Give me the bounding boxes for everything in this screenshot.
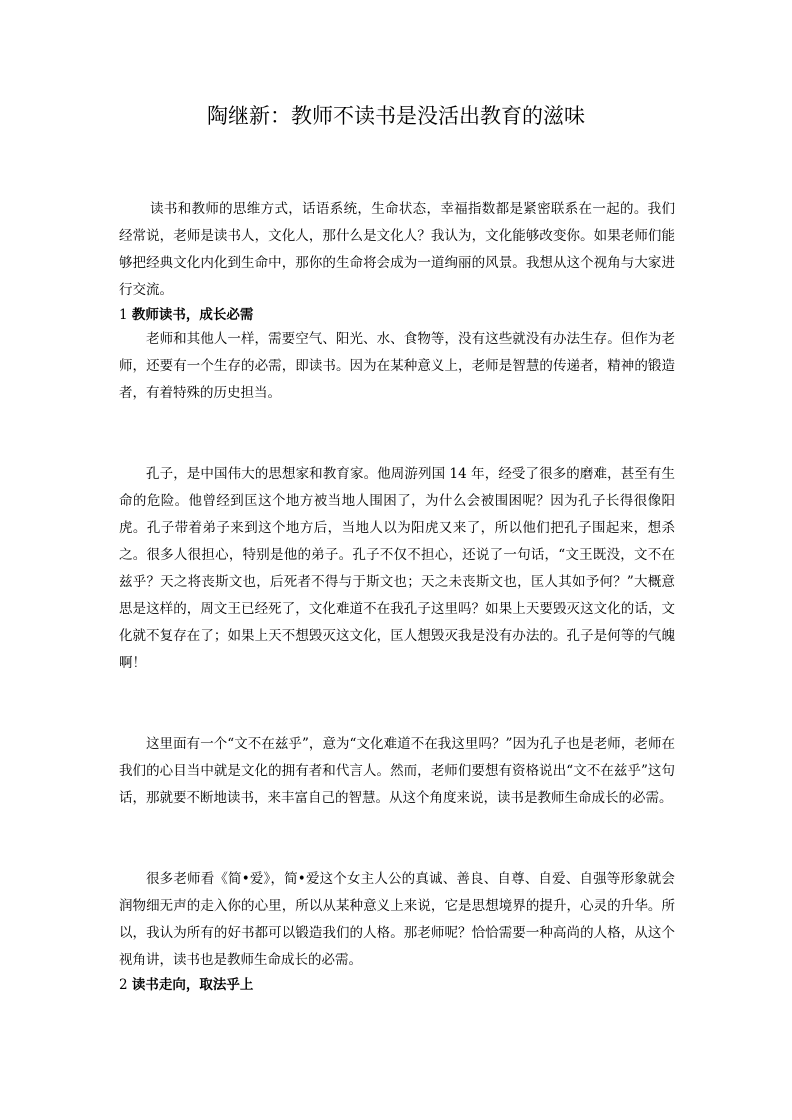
paragraph-spacer xyxy=(119,677,675,731)
paragraph-spacer xyxy=(119,812,675,866)
section-number: 1 xyxy=(119,307,128,323)
body-paragraph: 很多老师看《简•爱》，简•爱这个女主人公的真诚、善良、自尊、自爱、自强等形象就会润物细无声的走入你的心里，所以从某种意义上来说，它是思想境界的提升，心灵的升华。所以，我认为所有的好书都可以锻造我们的人格。那老师呢？恰恰需要一种高尚的人格，从这个视角讲，读书也是教师生命成长的必需。 xyxy=(119,871,675,968)
section-heading-1 xyxy=(119,304,675,326)
paragraph-spacer xyxy=(119,407,675,461)
body-paragraph: 老师和其他人一样，需要空气、阳光、水、食物等，没有这些就没有办法生存。但作为老师，还要有一个生存的必需，即读书。因为在某种意义上，老师是智慧的传递者，精神的锻造者，有着特殊的历史担当。 xyxy=(119,331,675,401)
body-paragraph: 孔子，是中国伟大的思想家和教育家。他周游列国 14 年，经受了很多的磨难，甚至有生命的危险。他曾经到匡这个地方被当地人围困了，为什么会被围困呢？因为孔子长得很像阳虎。孔子带着弟子来到这个地方后，当地人以为阳虎又来了，所以他们把孔子围起来，想杀之。很多人很担心，特别是他的弟子。孔子不仅不担心，还说了一句话，“文王既没，文不在兹乎？天之将丧斯文也，后死者不得与于斯文也；天之未丧斯文也，匡人其如予何？”大概意思是这样的，周文王已经死了，文化难道不在我孔子这里吗？如果上天要毁灭这文化的话，文化就不复存在了；如果上天不想毁灭这文化，匡人想毁灭我是没有办法的。孔子是何等的气魄啊！ xyxy=(119,466,675,671)
section-heading-2 xyxy=(119,974,675,996)
document-title: 陶继新：教师不读书是没活出教育的滋味 xyxy=(207,104,585,128)
section-number: 2 xyxy=(119,977,128,993)
section-heading-text: 读书走向，取法乎上 xyxy=(131,977,254,993)
body-paragraph: 这里面有一个“文不在兹乎”，意为“文化难道不在我这里吗？”因为孔子也是老师，老师在我们的心目当中就是文化的拥有者和代言人。然而，老师们要想有资格说出“文不在兹乎”这句话，那就要不断地读书，来丰富自己的智慧。从这个角度来说，读书是教师生命成长的必需。 xyxy=(119,736,675,806)
document-body xyxy=(119,196,675,996)
section-heading-text: 教师读书，成长必需 xyxy=(131,307,254,323)
intro-paragraph: 读书和教师的思维方式，话语系统，生命状态，幸福指数都是紧密联系在一起的。我们经常说，老师是读书人，文化人，那什么是文化人？我认为，文化能够改变你。如果老师们能够把经典文化内化到生命中，那你的生命将会成为一道绚丽的风景。我想从这个视角与大家进行交流。 xyxy=(119,201,675,298)
